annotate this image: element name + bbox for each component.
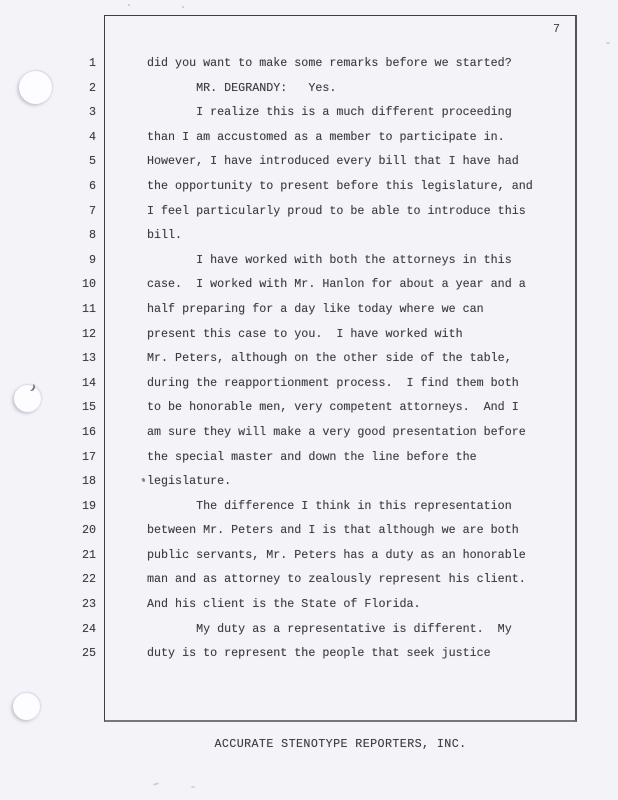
- line-number: 5: [88, 154, 96, 169]
- transcript-line-25: [0, 641, 577, 666]
- line-text: The difference I think in this representation: [147, 498, 512, 513]
- transcript-line-3: [0, 100, 577, 125]
- line-text: I realize this is a much different proceeding: [147, 105, 512, 120]
- line-number: 25: [81, 646, 96, 661]
- transcript-line-7: [0, 199, 577, 224]
- transcript-line-17: [0, 445, 577, 470]
- transcript-line-20: [0, 518, 577, 543]
- line-text: the special master and down the line before the: [147, 449, 477, 464]
- scan-speck: [128, 4, 130, 6]
- line-text: Mr. Peters, although on the other side of the table,: [147, 351, 512, 366]
- transcript-line-6: [0, 174, 577, 199]
- line-text: during the reapportionment process. I find them both: [147, 375, 519, 390]
- line-text: legislature.: [147, 474, 232, 489]
- line-number: 20: [81, 523, 96, 538]
- line-text: I have worked with both the attorneys in this: [147, 252, 512, 267]
- line-number: 14: [81, 375, 96, 390]
- line-number: 15: [81, 400, 96, 415]
- transcript-line-4: [0, 125, 577, 150]
- line-number: 1: [88, 56, 96, 70]
- line-text: And his client is the State of Florida.: [147, 597, 421, 612]
- scan-speck: [606, 42, 610, 44]
- line-text: did you want to make some remarks before we started?: [147, 56, 512, 70]
- transcript-line-2: [0, 76, 577, 101]
- transcript-line-12: [0, 322, 577, 347]
- transcript-line-13: [0, 346, 577, 371]
- scan-speck: [153, 782, 159, 785]
- line-number: 3: [88, 105, 96, 120]
- line-text: am sure they will make a very good presentation before: [147, 424, 526, 439]
- transcript-line-21: [0, 543, 577, 568]
- line-text: I feel particularly proud to be able to introduce this: [147, 203, 526, 218]
- transcript-line-9: [0, 248, 577, 273]
- line-text: However, I have introduced every bill that I have had: [147, 154, 519, 169]
- line-text: the opportunity to present before this legislature, and: [147, 178, 533, 193]
- transcript-line-11: [0, 297, 577, 322]
- line-number: 10: [81, 277, 96, 292]
- line-number: 19: [81, 498, 96, 513]
- transcript-line-18: [0, 469, 577, 494]
- scan-speck: [182, 6, 184, 8]
- line-text: duty is to represent the people that seek justice: [147, 646, 491, 661]
- transcript-line-8: [0, 223, 577, 248]
- line-number: 24: [81, 621, 96, 636]
- line-number: 16: [81, 424, 96, 439]
- line-text: man and as attorney to zealously represent his client.: [147, 572, 526, 587]
- transcript-line-16: [0, 420, 577, 445]
- line-number: 7: [88, 203, 96, 218]
- line-number: 12: [81, 326, 96, 341]
- line-number: 17: [81, 449, 96, 464]
- transcript-line-23: [0, 592, 577, 617]
- line-number: 22: [81, 572, 96, 587]
- transcript-line-1: [0, 51, 577, 76]
- line-number: 23: [81, 597, 96, 612]
- line-number: 21: [81, 547, 96, 562]
- line-text: bill.: [147, 228, 183, 243]
- transcript-line-10: [0, 272, 577, 297]
- line-number: 6: [88, 178, 96, 193]
- scan-speck: [191, 786, 195, 788]
- line-number: 4: [88, 129, 96, 144]
- transcript-body: [0, 51, 577, 666]
- transcript-line-19: [0, 494, 577, 519]
- line-text: My duty as a representative is different. My: [147, 621, 512, 636]
- line-number: 13: [81, 351, 96, 366]
- hole-punch-bottom: [13, 693, 40, 720]
- reporter-footer: ACCURATE STENOTYPE REPORTERS, INC.: [214, 737, 467, 751]
- line-number: 2: [88, 80, 96, 95]
- line-text: case. I worked with Mr. Hanlon for about a year and a: [147, 277, 526, 292]
- line-text: to be honorable men, very competent attorneys. And I: [147, 400, 519, 415]
- line-text: than I am accustomed as a member to participate in.: [147, 129, 505, 144]
- transcript-line-14: [0, 371, 577, 396]
- line-text: half preparing for a day like today where we can: [147, 301, 484, 316]
- line-number: 8: [88, 228, 96, 243]
- line-number: 9: [88, 252, 96, 267]
- line-text: present this case to you. I have worked with: [147, 326, 463, 341]
- line-text: between Mr. Peters and I is that although we are both: [147, 523, 519, 538]
- transcript-line-5: [0, 149, 577, 174]
- line-number: 18: [81, 474, 96, 489]
- page-number: 7: [552, 22, 560, 36]
- line-text: MR. DEGRANDY: Yes.: [147, 80, 337, 95]
- line-text: public servants, Mr. Peters has a duty as an honorable: [147, 547, 526, 562]
- transcript-line-15: [0, 395, 577, 420]
- transcript-line-24: [0, 617, 577, 642]
- transcript-line-22: [0, 567, 577, 592]
- line-number: 11: [81, 301, 96, 316]
